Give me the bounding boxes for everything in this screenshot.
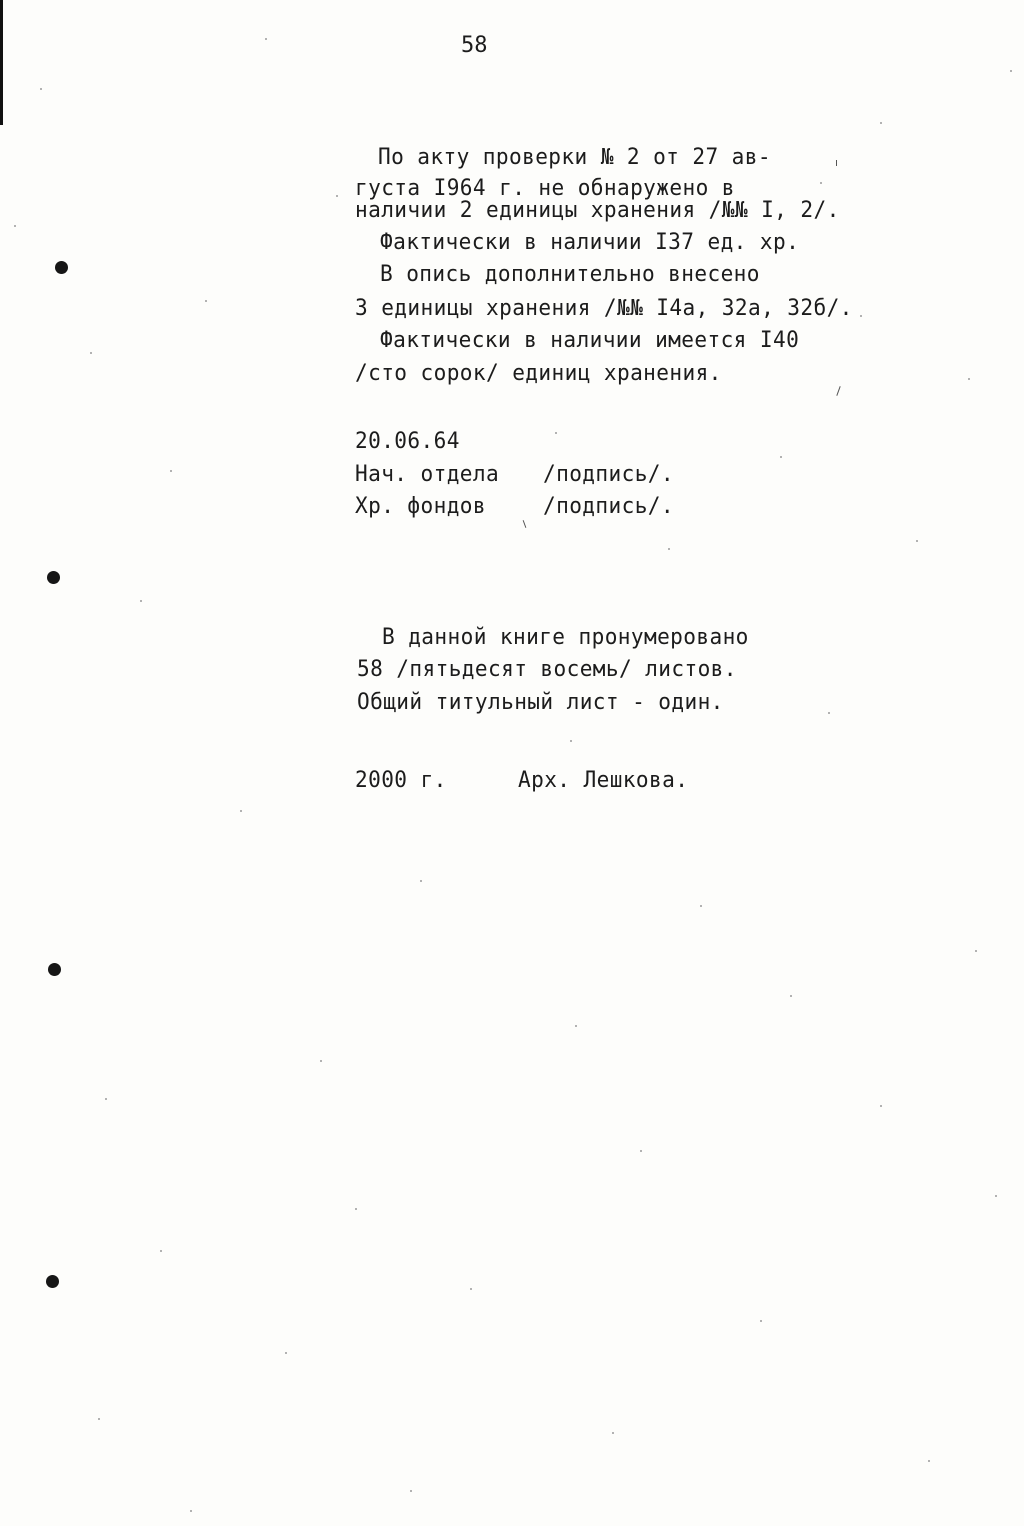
act-line-8: /сто сорок/ единиц хранения. — [355, 361, 722, 386]
scan-speck — [640, 1150, 642, 1152]
scan-speck — [968, 378, 970, 380]
scan-speck — [760, 1320, 762, 1322]
scan-speck — [160, 1250, 162, 1252]
scan-speck — [205, 300, 207, 302]
scan-speck — [320, 1060, 322, 1062]
scan-speck — [828, 712, 830, 714]
footer-year: 2000 г. — [355, 768, 447, 793]
signature-role-1: Нач. отдела — [355, 462, 500, 487]
scan-speck — [668, 548, 670, 550]
scan-speck — [470, 1288, 472, 1290]
scan-speck — [995, 1195, 997, 1197]
scan-speck — [40, 88, 42, 90]
scan-speck — [790, 995, 792, 997]
scan-speck — [916, 540, 918, 542]
scan-speck — [140, 600, 142, 602]
stray-mark-2 — [836, 386, 840, 396]
scan-speck — [555, 432, 557, 434]
signature-mark-1: /подпись/. — [543, 462, 674, 487]
scan-speck — [410, 1490, 412, 1492]
scan-speck — [355, 1208, 357, 1210]
scan-speck — [240, 810, 242, 812]
scan-speck — [820, 182, 822, 184]
scan-speck — [90, 352, 92, 354]
scan-speck — [190, 1510, 192, 1512]
scan-speck — [700, 905, 702, 907]
act-line-5: В опись дополнительно внесено — [380, 262, 760, 287]
stray-mark-1 — [836, 160, 837, 166]
signature-mark-2: /подпись/. — [543, 494, 674, 519]
scan-speck — [98, 1418, 100, 1420]
scan-speck — [265, 38, 267, 40]
signature-role-2: Хр. фондов — [355, 494, 486, 519]
scan-speck — [105, 1098, 107, 1100]
signature-date: 20.06.64 — [355, 429, 460, 454]
punch-hole-1 — [55, 261, 68, 274]
act-line-2: густа I964 г. не обнаружено в — [355, 176, 735, 201]
punch-hole-2 — [47, 571, 60, 584]
scan-speck — [285, 1352, 287, 1354]
act-line-1: По акту проверки № 2 от 27 ав- — [378, 145, 771, 170]
act-line-4: Фактически в наличии I37 ед. хр. — [380, 230, 800, 255]
scan-speck — [975, 950, 977, 952]
scan-speck — [170, 470, 172, 472]
footer-archivist: Арх. Лешкова. — [518, 768, 689, 793]
certification-line-1: В данной книге пронумеровано — [382, 625, 749, 650]
act-line-6: 3 единицы хранения /№№ I4а, 32а, 32б/. — [355, 296, 853, 321]
act-line-7: Фактически в наличии имеется I40 — [380, 328, 800, 353]
scan-speck — [1010, 70, 1012, 72]
act-line-3: наличии 2 единицы хранения /№№ I, 2/. — [355, 198, 840, 223]
scan-speck — [570, 740, 572, 742]
punch-hole-4 — [46, 1275, 59, 1288]
scan-speck — [575, 1025, 577, 1027]
scan-speck — [880, 122, 882, 124]
scan-speck — [612, 1432, 614, 1434]
punch-hole-3 — [48, 963, 61, 976]
scan-speck — [780, 456, 782, 458]
scan-speck — [880, 1105, 882, 1107]
scan-speck — [14, 225, 16, 227]
stray-mark-3 — [523, 520, 527, 528]
scan-speck — [928, 1460, 930, 1462]
scan-speck — [420, 880, 422, 882]
scan-speck — [860, 315, 862, 317]
page-number: 58 — [461, 33, 488, 58]
certification-line-3: Общий титульный лист - один. — [357, 690, 724, 715]
certification-line-2: 58 /пятьдесят восемь/ листов. — [357, 657, 737, 682]
scan-speck — [336, 195, 338, 197]
scan-edge-shadow — [0, 0, 3, 125]
